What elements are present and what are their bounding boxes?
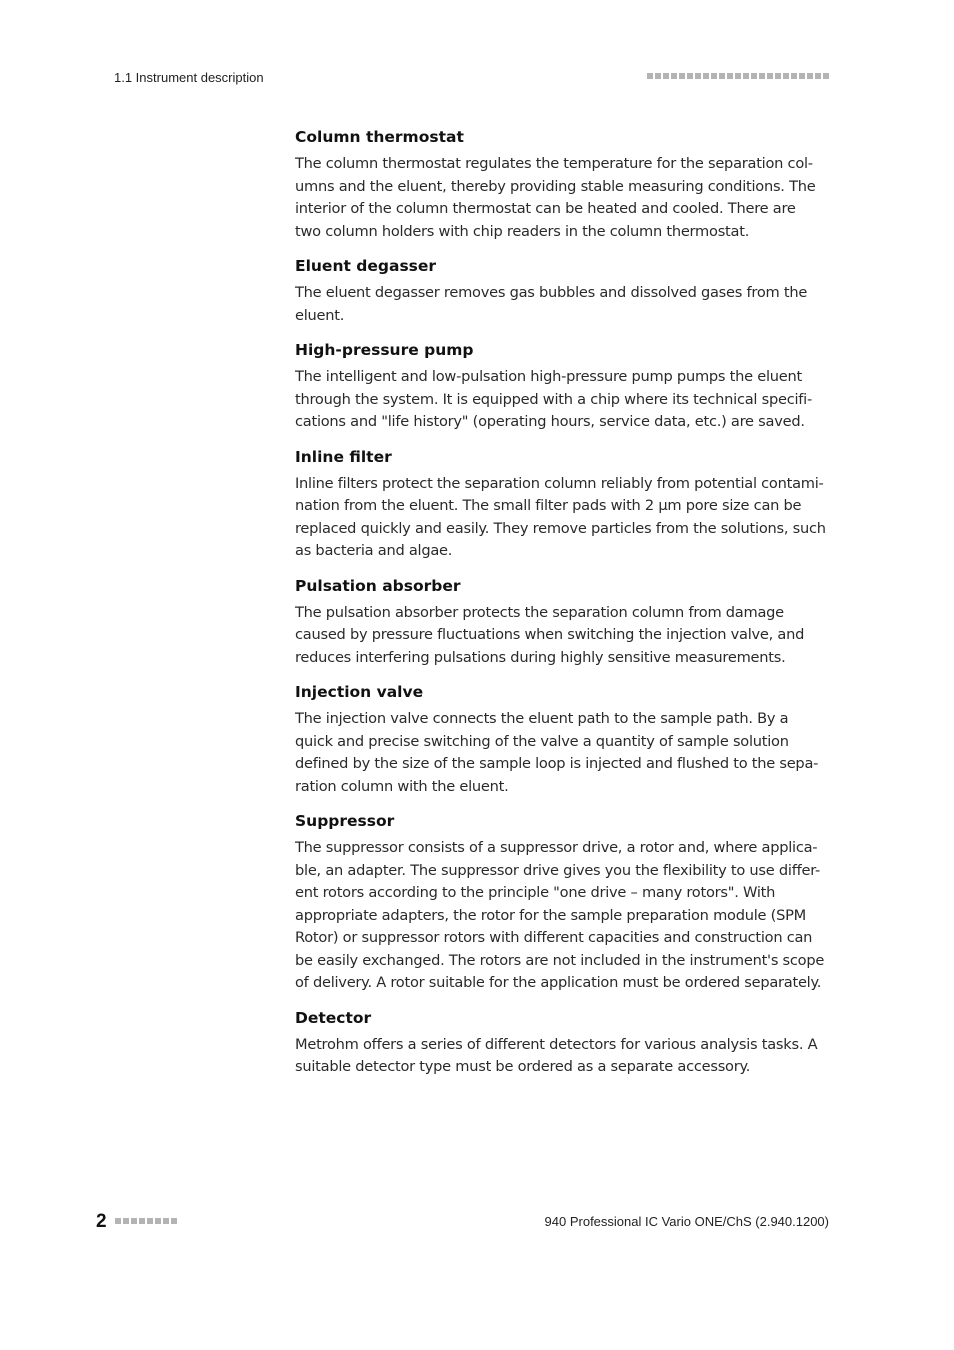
square-marker-icon	[171, 1218, 177, 1224]
body-line: eluent.	[295, 306, 345, 324]
body-line: as bacteria and algae.	[295, 542, 453, 559]
section-detector	[295, 1008, 835, 1079]
body-line: reduces interfering pulsations during highly sensitive measurements.	[295, 648, 786, 666]
section-heading: Inline filter	[295, 447, 392, 466]
square-marker-icon	[115, 1218, 121, 1224]
square-marker-icon	[671, 73, 677, 79]
square-marker-icon	[751, 73, 757, 79]
header-decorative-squares	[647, 73, 829, 79]
square-marker-icon	[783, 73, 789, 79]
square-marker-icon	[759, 73, 765, 79]
square-marker-icon	[663, 73, 669, 79]
section-inline-filter	[295, 447, 835, 563]
page-number: 2	[96, 1211, 107, 1232]
body-line: Rotor) or suppressor rotors with different capacities and construction can	[295, 929, 813, 946]
body-line: ration column with the eluent.	[295, 777, 509, 795]
body-line: nation from the eluent. The small filter pads with 2 µm pore size can be	[295, 497, 802, 514]
body-line: suitable detector type must be ordered as a separate accessory.	[295, 1058, 751, 1075]
square-marker-icon	[703, 73, 709, 79]
section-heading: Injection valve	[295, 683, 424, 701]
section-high-pressure-pump	[295, 340, 835, 434]
body-line: ble, an adapter. The suppressor drive gives you the flexibility to use differ-	[295, 861, 821, 879]
square-marker-icon	[791, 73, 797, 79]
body-line: The column thermostat regulates the temperature for the separation col-	[295, 155, 813, 172]
section-heading: Detector	[295, 1008, 372, 1027]
section-heading: Pulsation absorber	[295, 576, 461, 595]
section-heading: Column thermostat	[295, 128, 464, 146]
square-marker-icon	[815, 73, 821, 79]
square-marker-icon	[139, 1218, 145, 1224]
square-marker-icon	[147, 1218, 153, 1224]
body-line: be easily exchanged. The rotors are not included in the instrument's scope	[295, 951, 825, 969]
square-marker-icon	[807, 73, 813, 79]
square-marker-icon	[679, 73, 685, 79]
section-heading: High-pressure pump	[295, 341, 474, 359]
section-body	[295, 153, 835, 243]
body-line: appropriate adapters, the rotor for the sample preparation module (SPM	[295, 906, 806, 924]
square-marker-icon	[123, 1218, 129, 1224]
square-marker-icon	[163, 1218, 169, 1224]
square-marker-icon	[647, 73, 653, 79]
body-line: umns and the eluent, thereby providing stable measuring conditions. The	[295, 177, 816, 195]
body-line: The suppressor consists of a suppressor drive, a rotor and, where applica-	[295, 839, 818, 856]
body-line: ent rotors according to the principle "one drive – many rotors". With	[295, 884, 776, 901]
body-line: The pulsation absorber protects the separation column from damage	[295, 603, 784, 621]
section-body	[295, 366, 835, 434]
running-header-section: 1.1 Instrument description	[114, 70, 264, 85]
body-line: quick and precise switching of the valve a quantity of sample solution	[295, 732, 789, 750]
body-line: interior of the column thermostat can be heated and cooled. There are	[295, 200, 796, 217]
square-marker-icon	[743, 73, 749, 79]
section-body	[295, 708, 835, 798]
section-body	[295, 1034, 835, 1079]
square-marker-icon	[695, 73, 701, 79]
section-suppressor	[295, 811, 835, 995]
section-body	[295, 602, 835, 670]
square-marker-icon	[735, 73, 741, 79]
body-line: Inline filters protect the separation column reliably from potential contami-	[295, 474, 824, 492]
square-marker-icon	[823, 73, 829, 79]
section-injection-valve	[295, 682, 835, 798]
square-marker-icon	[687, 73, 693, 79]
body-line: through the system. It is equipped with a chip where its technical specifi-	[295, 390, 812, 408]
main-content	[295, 127, 835, 1092]
body-line: caused by pressure fluctuations when switching the injection valve, and	[295, 626, 805, 643]
section-body	[295, 473, 835, 563]
body-line: The eluent degasser removes gas bubbles and dissolved gases from the	[295, 284, 808, 301]
square-marker-icon	[711, 73, 717, 79]
body-line: two column holders with chip readers in the column thermostat.	[295, 222, 750, 240]
footer-document-title: 940 Professional IC Vario ONE/ChS (2.940.1200)	[544, 1214, 829, 1229]
body-line: Metrohm offers a series of different detectors for various analysis tasks. A	[295, 1035, 818, 1053]
square-marker-icon	[655, 73, 661, 79]
body-line: The intelligent and low-pulsation high-pressure pump pumps the eluent	[295, 368, 802, 385]
square-marker-icon	[727, 73, 733, 79]
section-pulsation-absorber	[295, 576, 835, 670]
square-marker-icon	[719, 73, 725, 79]
section-heading: Suppressor	[295, 812, 395, 830]
square-marker-icon	[775, 73, 781, 79]
section-heading: Eluent degasser	[295, 257, 437, 275]
body-line: replaced quickly and easily. They remove particles from the solutions, such	[295, 519, 826, 537]
square-marker-icon	[799, 73, 805, 79]
square-marker-icon	[131, 1218, 137, 1224]
section-body	[295, 282, 835, 327]
square-marker-icon	[767, 73, 773, 79]
square-marker-icon	[155, 1218, 161, 1224]
body-line: The injection valve connects the eluent path to the sample path. By a	[295, 710, 789, 727]
section-body	[295, 837, 835, 995]
body-line: defined by the size of the sample loop is injected and flushed to the sepa-	[295, 755, 819, 772]
section-eluent-degasser	[295, 256, 835, 327]
footer-decorative-squares	[115, 1218, 177, 1224]
section-column-thermostat	[295, 127, 835, 243]
body-line: of delivery. A rotor suitable for the application must be ordered separately.	[295, 974, 822, 991]
body-line: cations and "life history" (operating hours, service data, etc.) are saved.	[295, 413, 805, 430]
